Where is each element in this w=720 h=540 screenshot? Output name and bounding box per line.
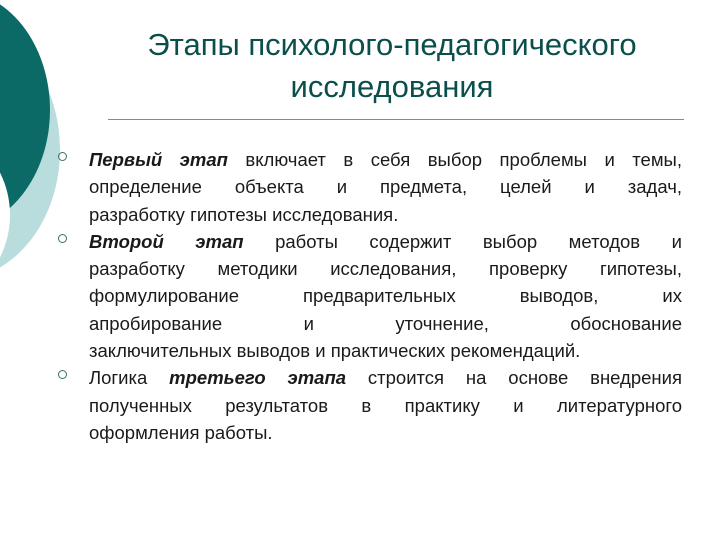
- text-line: [89, 337, 682, 364]
- decorative-circles: [0, 0, 60, 290]
- text-line: [89, 228, 682, 255]
- text-segment: Логика: [89, 367, 170, 389]
- text-segment: заключительных выводов и практических рекомендаций.: [89, 340, 581, 362]
- text-line: [89, 282, 682, 309]
- text-line: [89, 201, 682, 228]
- text-line: [89, 419, 682, 446]
- hollow-circle-bullet-icon: [58, 152, 67, 161]
- title-line-2: исследования: [290, 69, 494, 104]
- hollow-circle-bullet-icon: [58, 234, 67, 243]
- list-item: [58, 228, 682, 364]
- list-item: [58, 146, 682, 228]
- text-line: [89, 310, 682, 337]
- stage-emphasis: третьего этапа: [169, 367, 347, 389]
- text-segment: включает в себя выбор проблемы и темы,: [227, 149, 682, 170]
- stage-emphasis: Первый этап: [89, 149, 228, 170]
- text-segment: формулирование предварительных выводов, их: [89, 285, 682, 307]
- text-segment: оформления работы.: [89, 421, 273, 443]
- list-item: [58, 364, 682, 446]
- text-line: [89, 255, 682, 282]
- text-segment: разработку гипотезы исследования.: [89, 203, 399, 225]
- text-segment: разработку методики исследования, проверку гипотезы,: [89, 258, 682, 280]
- text-line: [89, 364, 682, 391]
- text-line: [89, 173, 682, 200]
- hollow-circle-bullet-icon: [58, 370, 67, 379]
- title-divider: [108, 119, 684, 120]
- text-segment: работы содержит выбор методов и: [243, 230, 682, 252]
- text-segment: полученных результатов в практику и литературного: [89, 394, 682, 416]
- stage-emphasis: Второй этап: [89, 230, 244, 252]
- text-segment: апробирование и уточнение, обоснование: [89, 312, 682, 334]
- bullet-list: [58, 146, 682, 446]
- text-segment: определение объекта и предмета, целей и задач,: [89, 176, 682, 198]
- text-line: [89, 392, 682, 419]
- text-segment: строится на основе внедрения: [346, 367, 682, 389]
- title-line-1: Этапы психолого-педагогического: [147, 27, 637, 62]
- slide-title: [74, 24, 710, 108]
- text-line: [89, 146, 682, 173]
